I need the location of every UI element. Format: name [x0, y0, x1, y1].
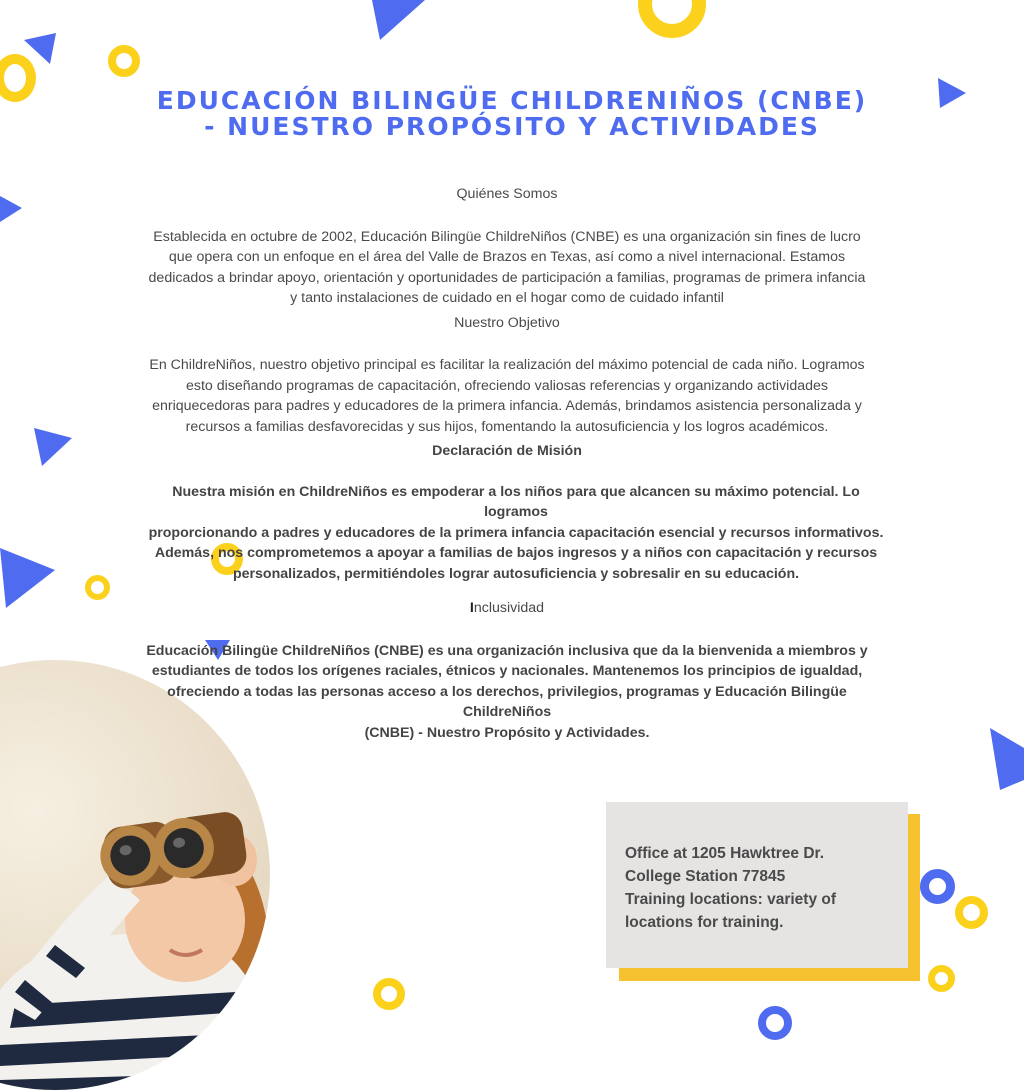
text-line: enriquecedoras para padres y educadores de la primera infancia. Además, brindamos asistencia personalizada y: [152, 398, 862, 414]
objective-heading: Nuestro Objetivo: [454, 314, 560, 331]
triangle-shape: [372, 0, 425, 40]
yellow-ring: [373, 978, 405, 1010]
text-line: ofreciendo a todas las personas acceso a los derechos, privilegios, programas y Educación Bilingüe ChildreNiños: [167, 683, 847, 720]
text-line: recursos a familias desfavorecidas y sus hijos, fomentando la autosuficiencia y los logros académicos.: [185, 418, 829, 435]
text-line: personalizados, permitiéndoles lograr autosuficiencia y sobresalir en su educación.: [232, 565, 800, 582]
text-line: Nuestra misión en ChildreNiños es empoderar a los niños para que alcancen su máximo potencial. Lo logramos: [172, 483, 860, 520]
address-line: Training locations: variety of: [625, 891, 837, 908]
blue-ring: [758, 1006, 792, 1040]
address-line: locations for training.: [625, 914, 784, 931]
about-paragraph: [122, 227, 892, 309]
text-line: Además, nos comprometemos a apoyar a familias de bajos ingresos y a niños con capacitación y recursos: [154, 545, 878, 561]
inclusivity-paragraph: [122, 641, 892, 744]
triangle-shape: [0, 196, 22, 222]
text-line: y tanto instalaciones de cuidado en el hogar como de cuidado infantil: [290, 290, 724, 306]
mission-section: [122, 441, 892, 584]
yellow-ring: [955, 896, 988, 929]
text-line: Educación Bilingüe ChildreNiños (CNBE) es una organización inclusiva que da la bienvenida a miembros y: [146, 642, 868, 659]
text-line: estudiantes de todos los orígenes raciales, étnicos y nacionales. Mantenemos los principios de igualdad,: [151, 663, 863, 679]
yellow-ring: [85, 575, 110, 600]
triangle-shape: [990, 728, 1024, 790]
blue-ring: [920, 869, 955, 904]
text-line: Establecida en octubre de 2002, Educación Bilingüe ChildreNiños (CNBE) es una organización sin fines de lucro: [153, 228, 861, 245]
inclusivity-section: [122, 598, 892, 743]
objective-section: [122, 313, 892, 438]
page-title: [60, 88, 964, 140]
text-line: que opera con un enfoque en el área del Valle de Brazos en Texas, así como a nivel internacional. Estamos: [168, 249, 846, 265]
text-line: dedicados a brindar apoyo, orientación y oportunidades de participación a familias, programas de primera infancia: [148, 269, 866, 286]
address-line: College Station 77845: [625, 868, 786, 885]
yellow-ring: [928, 965, 955, 992]
about-section: [122, 184, 892, 309]
title-line-1: EDUCACIÓN BILINGÜE CHILDRENIÑOS (CNBE): [156, 86, 868, 115]
address-line: Office at 1205 Hawktree Dr.: [625, 845, 825, 862]
text-line: En ChildreNiños, nuestro objetivo principal es facilitar la realización del máximo potencial de cada niño. Logramos: [149, 357, 865, 373]
text-line: (CNBE) - Nuestro Propósito y Actividades.: [364, 724, 650, 741]
text-line: proporcionando a padres y educadores de la primera infancia capacitación esencial y recursos informativos.: [148, 524, 884, 541]
about-heading: Quiénes Somos: [456, 186, 558, 202]
objective-paragraph: [122, 355, 892, 437]
triangle-shape: [34, 428, 72, 466]
inclusivity-heading-rest: nclusividad: [473, 600, 545, 616]
mission-heading: Declaración de Misión: [432, 443, 582, 459]
address-box: [606, 802, 908, 968]
mission-paragraph: [122, 482, 892, 585]
inclusivity-heading-initial: I: [469, 600, 474, 616]
yellow-ring: [108, 45, 140, 77]
inclusivity-heading: [122, 598, 892, 619]
title-line-2: - NUESTRO PROPÓSITO Y ACTIVIDADES: [204, 112, 820, 141]
triangle-shape: [0, 548, 55, 608]
text-line: esto diseñando programas de capacitación, ofreciendo valiosas referencias y organizando actividades: [186, 377, 828, 394]
main-content: [122, 184, 892, 747]
